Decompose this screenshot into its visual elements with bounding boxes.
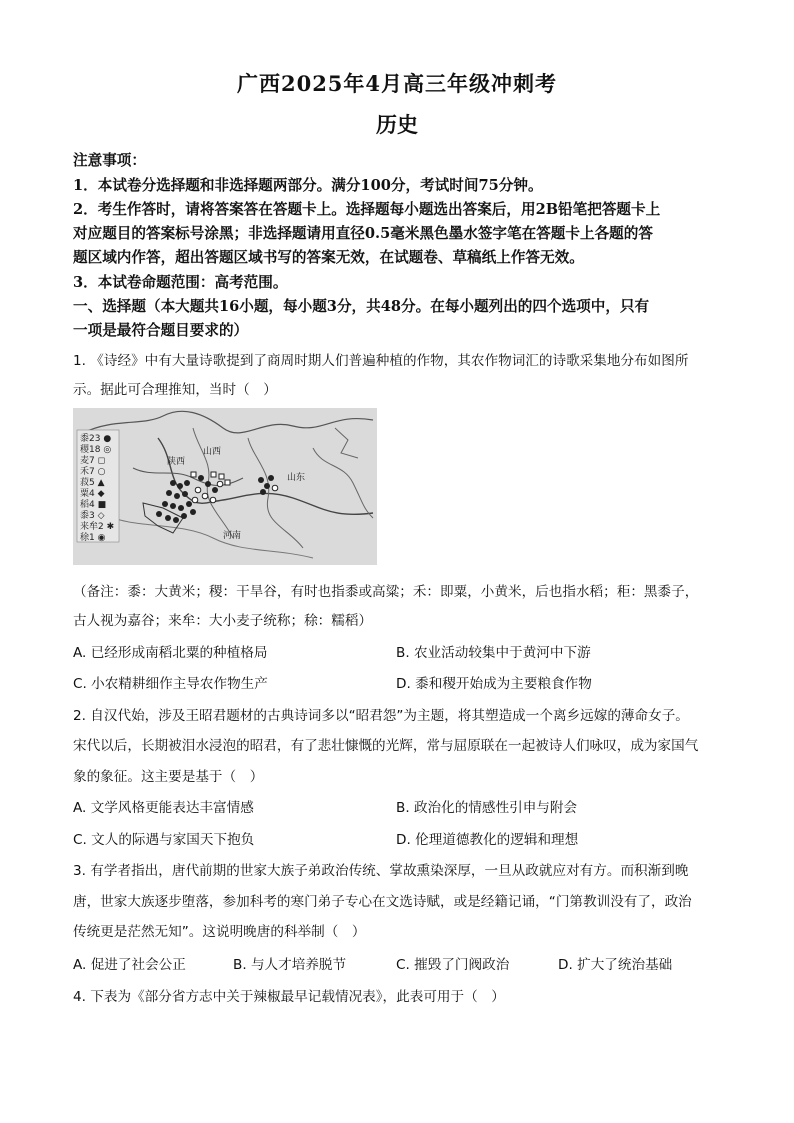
q1-option-c[interactable]: C. 小农精耕细作主导农作物生产	[73, 676, 268, 692]
map-label-shanxi: 山西	[203, 447, 222, 457]
svg-text:来牟2 ✱: 来牟2 ✱	[80, 522, 115, 532]
q3-option-c[interactable]: C. 摧毁了门阀政治	[396, 957, 510, 973]
svg-text:麦7 ◻: 麦7 ◻	[80, 456, 106, 466]
q3-stem-c: 传统更是茫然无知”。这说明晚唐的科举制（ ）	[73, 924, 366, 940]
section-heading-b: 一项是最符合题目要求的）	[73, 322, 249, 339]
q3-stem-b: 唐，世家大族逐步堕落，参加科考的寒门弟子专心在文选诗赋，或是经籍记诵，“门第教训没有了，政治	[73, 894, 692, 910]
svg-text:稌1 ◉: 稌1 ◉	[80, 533, 106, 543]
q1-note-b: 古人视为嘉谷；来牟：大小麦子统称；稌：糯稻）	[73, 613, 373, 629]
q2-stem-a: 2. 自汉代始，涉及王昭君题材的古典诗词多以“昭君怨”为主题，将其塑造成一个离乡远嫁的薄命女子。	[73, 708, 689, 724]
q4-stem-a: 4. 下表为《部分省方志中关于辣椒最早记载情况表》，此表可用于（ ）	[73, 989, 505, 1005]
notice-line-2a: 2．考生作答时，请将答案答在答题卡上。选择题每小题选出答案后，用2B铅笔把答题卡上	[73, 201, 661, 218]
map-label-henan: 河南	[223, 531, 242, 541]
q2-option-d[interactable]: D. 伦理道德教化的逻辑和理想	[396, 832, 579, 848]
svg-text:菽5 ▲: 菽5 ▲	[80, 478, 105, 488]
q3-option-a[interactable]: A. 促进了社会公正	[73, 957, 186, 973]
svg-text:禾7 ○: 禾7 ○	[80, 467, 106, 477]
q2-option-a[interactable]: A. 文学风格更能表达丰富情感	[73, 800, 254, 816]
q2-option-b[interactable]: B. 政治化的情感性引申与附会	[396, 800, 578, 816]
q1-stem-a: 1. 《诗经》中有大量诗歌提到了商周时期人们普遍种植的作物，其农作物词汇的诗歌采集地分布如图所	[73, 353, 689, 369]
notice-line-3: 3．本试卷命题范围：高考范围。	[73, 274, 288, 291]
q2-stem-b: 宋代以后，长期被泪水浸泡的昭君，有了悲壮慷慨的光辉，常与屈原联在一起被诗人们咏叹，成为家国气	[73, 738, 699, 754]
svg-text:黍23 ●: 黍23 ●	[80, 434, 112, 444]
section-heading-a: 一、选择题（本大题共16小题，每小题3分，共48分。在每小题列出的四个选项中，只有	[73, 298, 650, 315]
map-label-shaanxi: 陕西	[167, 457, 186, 467]
svg-text:稷18 ◎: 稷18 ◎	[80, 445, 112, 455]
crop-distribution-map	[73, 408, 377, 565]
q2-option-c[interactable]: C. 文人的际遇与家国天下抱负	[73, 832, 255, 848]
q1-note-a: （备注：黍：大黄米；稷：干旱谷，有时也指黍或高粱；禾：即粟，小黄米，后也指水稻；秬：黑黍子，	[73, 584, 699, 600]
svg-text:稻4 ■: 稻4 ■	[80, 500, 107, 510]
notice-line-2c: 题区域内作答，超出答题区域书写的答案无效，在试题卷、草稿纸上作答无效。	[73, 249, 584, 266]
q3-stem-a: 3. 有学者指出，唐代前期的世家大族子弟政治传统、掌故熏染深厚，一旦从政就应对有方。而积渐到晚	[73, 863, 689, 879]
exam-title: 广西2025年4月高三年级冲刺考	[236, 71, 558, 96]
notice-heading: 注意事项：	[73, 152, 146, 169]
q2-stem-c: 象的象征。这主要是基于（ ）	[73, 769, 264, 785]
q1-option-a[interactable]: A. 已经形成南稻北粟的种植格局	[73, 645, 268, 661]
notice-line-1: 1．本试卷分选择题和非选择题两部分。满分100分，考试时间75分钟。	[73, 177, 543, 194]
subject-title: 历史	[376, 112, 418, 137]
q3-option-d[interactable]: D. 扩大了统治基础	[558, 957, 673, 973]
svg-text:黍3 ◇: 黍3 ◇	[80, 511, 105, 521]
svg-text:粟4 ◆: 粟4 ◆	[80, 489, 105, 499]
q1-stem-b: 示。据此可合理推知，当时（ ）	[73, 382, 277, 398]
q3-option-b[interactable]: B. 与人才培养脱节	[233, 957, 347, 973]
q1-option-b[interactable]: B. 农业活动较集中于黄河中下游	[396, 645, 591, 661]
map-label-shandong: 山东	[287, 473, 306, 483]
q1-option-d[interactable]: D. 黍和稷开始成为主要粮食作物	[396, 676, 592, 692]
notice-line-2b: 对应题目的答案标号涂黑；非选择题请用直径0.5毫米黑色墨水签字笔在答题卡上各题的答	[73, 225, 653, 242]
